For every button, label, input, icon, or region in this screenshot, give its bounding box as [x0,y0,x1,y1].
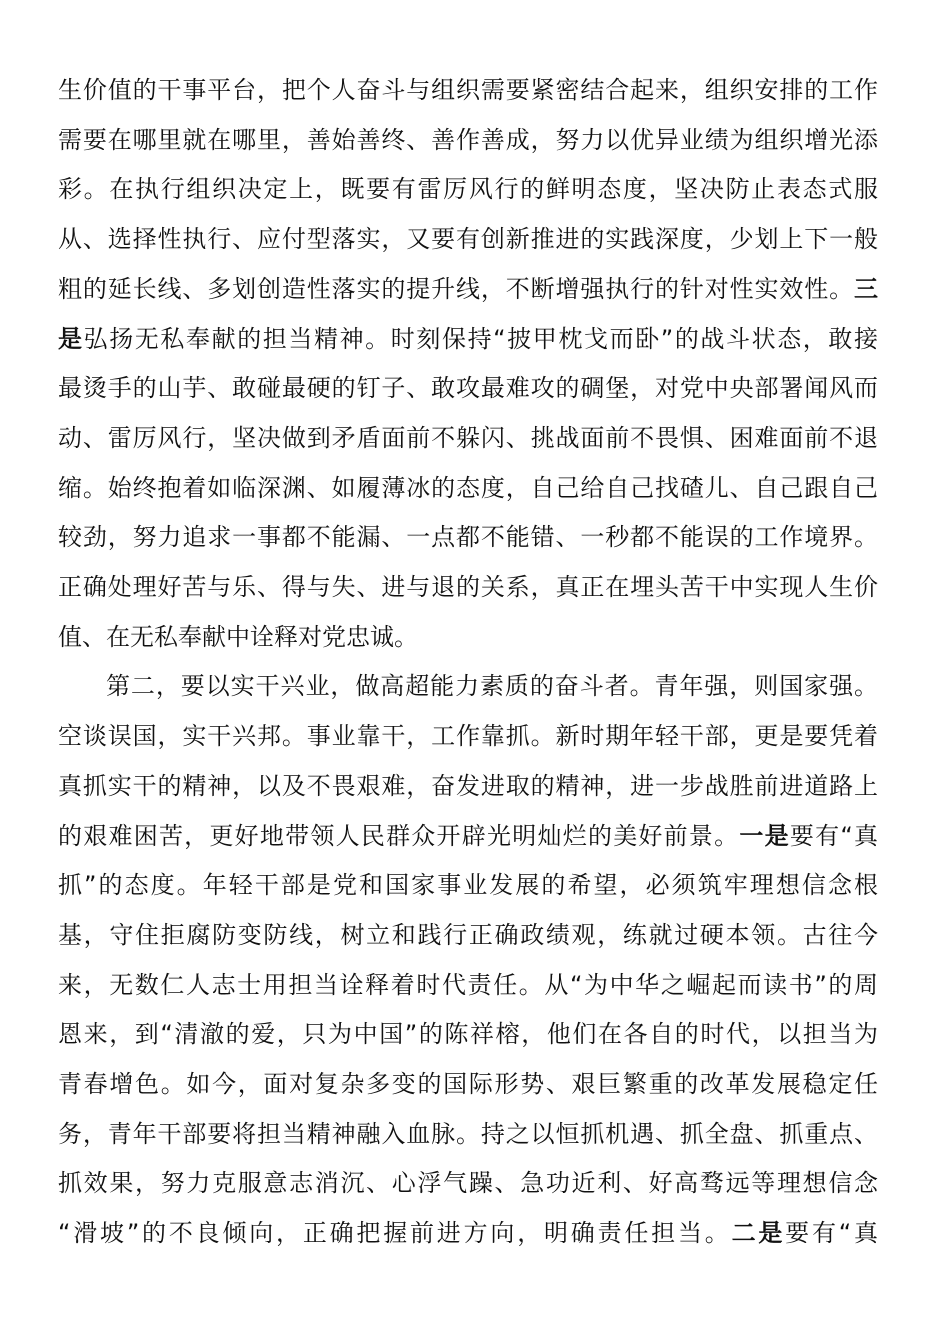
text-line [58,567,878,607]
text-line [58,716,878,756]
text-segment: “滑坡”的不良倾向，正确把握前进方向，明确责任担当。 [58,1219,732,1248]
text-segment: 基，守住拒腐防变防线，树立和践行正确政绩观，练就过硬本领。古往今 [58,920,878,949]
text-line [58,865,878,905]
text-segment: 粗的延长线、多划创造性落实的提升线，不断增强执行的针对性实效性。 [58,274,854,303]
bold-text-segment: 一是 [739,821,790,850]
text-line [58,319,878,359]
text-segment: 抓”的态度。年轻干部是党和国家事业发展的希望，必须筑牢理想信念根 [58,871,878,900]
text-segment: 来，无数仁人志士用担当诠释着时代责任。从“为中华之崛起而读书”的周 [58,970,878,999]
text-segment: 真抓实干的精神，以及不畏艰难，奋发进取的精神，进一步战胜前进道路上 [58,771,878,800]
bold-text-segment: 是 [58,324,84,353]
text-line [58,965,878,1005]
text-line [58,219,878,259]
bold-text-segment: 三 [854,274,878,303]
text-line [58,169,878,209]
text-segment: 动、雷厉风行，坚决做到矛盾面前不躲闪、挑战面前不畏惧、困难面前不退 [58,423,878,452]
text-line [58,120,878,160]
text-segment: 生价值的干事平台，把个人奋斗与组织需要紧密结合起来，组织安排的工作 [58,76,878,104]
text-segment: 正确处理好苦与乐、得与失、进与退的关系，真正在埋头苦干中实现人生价 [58,573,878,601]
text-segment: 要有“真 [789,821,879,850]
text-line [58,1163,878,1203]
text-line [58,517,878,557]
text-line [58,816,878,856]
text-segment: 需要在哪里就在哪里，善始善终、善作善成，努力以优异业绩为组织增光添 [58,125,878,154]
text-segment: 青春增色。如今，面对复杂多变的国际形势、艰巨繁重的改革发展稳定任 [58,1070,878,1098]
text-segment: 第二，要以实干兴业，做高超能力素质的奋斗者。青年强，则国家强。 [106,672,878,701]
text-line [58,666,878,706]
text-line [58,1213,878,1253]
text-segment: 弘扬无私奉献的担当精神。时刻保持“披甲枕戈而卧”的战斗状态，敢接 [83,324,879,353]
text-line [58,468,878,508]
text-line [58,418,878,458]
text-segment: 的艰难困苦，更好地带领人民群众开辟光明灿烂的美好前景。 [58,821,740,850]
text-segment: 值、在无私奉献中诠释对党忠诚。 [58,622,418,651]
text-segment: 要有“真 [785,1219,878,1248]
text-segment: 较劲，努力追求一事都不能漏、一点都不能错、一秒都不能误的工作境界。 [58,523,878,552]
text-line [58,1064,878,1104]
bold-text-segment: 二是 [731,1219,786,1248]
text-segment: 从、选择性执行、应付型落实，又要有创新推进的实践深度，少划上下一般 [58,225,878,254]
text-line [58,368,878,408]
text-segment: 恩来，到“清澈的爱，只为中国”的陈祥榕，他们在各自的时代，以担当为 [58,1020,878,1049]
text-line [58,915,878,955]
text-line [58,617,878,657]
text-line [58,1014,878,1054]
text-segment: 缩。始终抱着如临深渊、如履薄冰的态度，自己给自己找碴儿、自己跟自己 [58,473,878,502]
text-line [58,766,878,806]
text-segment: 抓效果，努力克服意志消沉、心浮气躁、急功近利、好高骛远等理想信念 [58,1169,878,1198]
text-line [58,1114,878,1154]
text-line [58,70,878,110]
text-line [58,269,878,309]
text-segment: 务，青年干部要将担当精神融入血脉。持之以恒抓机遇、抓全盘、抓重点、 [58,1119,878,1148]
text-segment: 空谈误国，实干兴邦。事业靠干，工作靠抓。新时期年轻干部，更是要凭着 [58,722,878,751]
text-segment: 最烫手的山芋、敢碰最硬的钉子、敢攻最难攻的碉堡，对党中央部署闻风而 [58,374,878,403]
text-segment: 彩。在执行组织决定上，既要有雷厉风行的鲜明态度，坚决防止表态式服 [58,175,878,204]
